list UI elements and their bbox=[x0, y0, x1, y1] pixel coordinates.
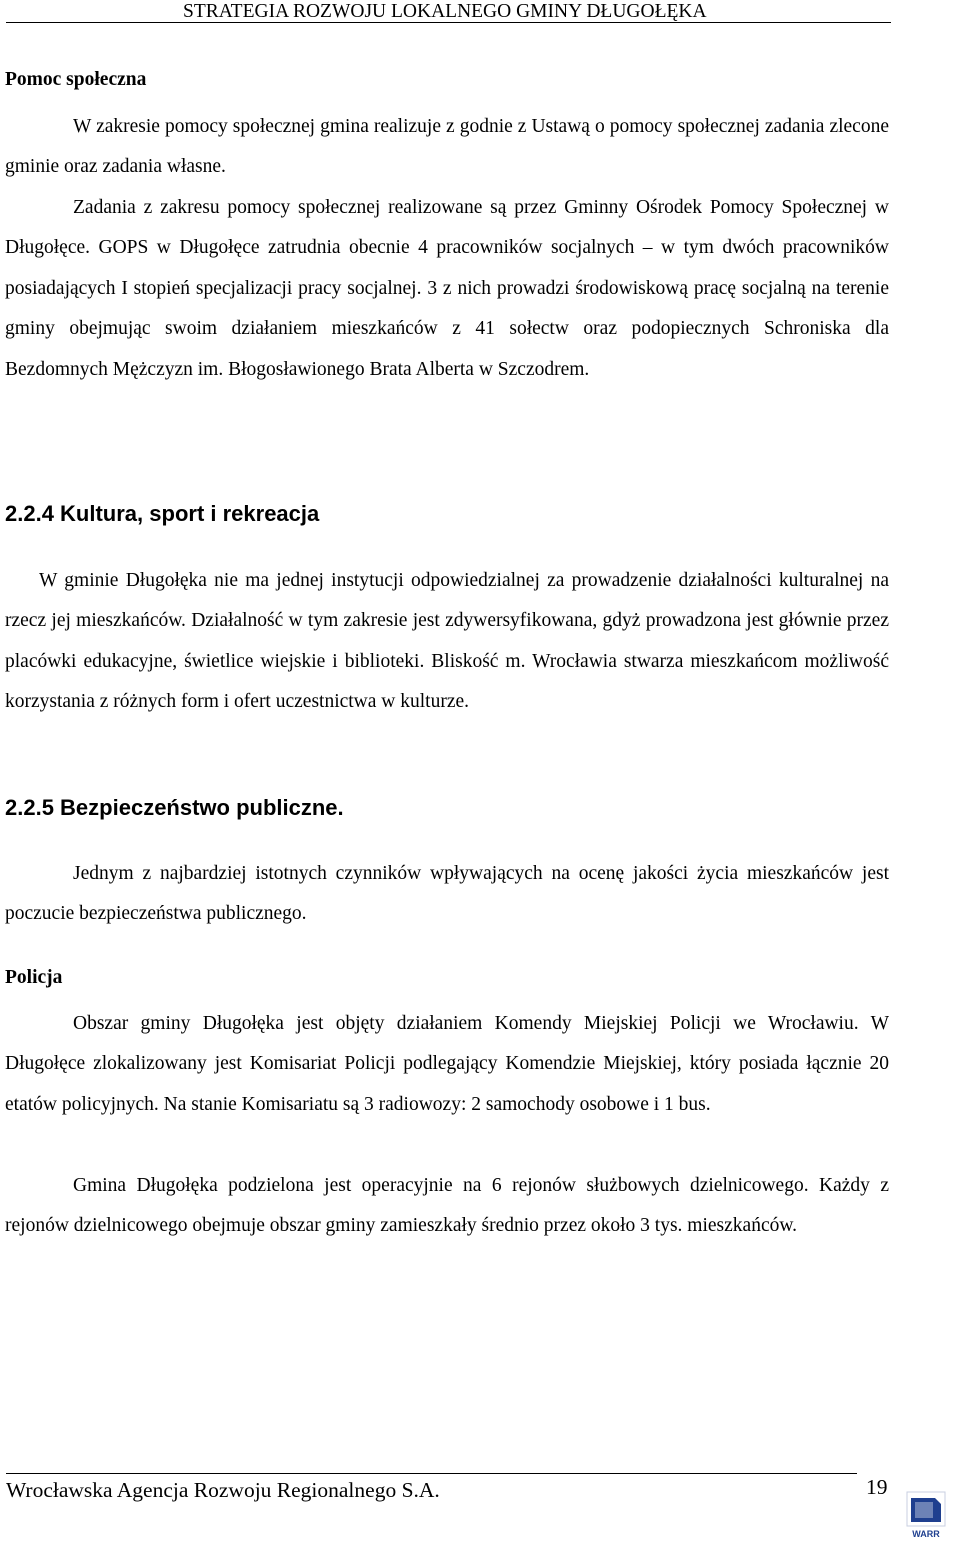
heading-bezpieczenstwo: 2.2.5 Bezpieczeństwo publiczne. bbox=[5, 795, 344, 820]
footer-divider bbox=[6, 1473, 857, 1474]
page-number: 19 bbox=[866, 1475, 888, 1499]
warr-logo bbox=[905, 1490, 947, 1542]
paragraph-policja-1: Obszar gminy Długołęka jest objęty działaniem Komendy Miejskiej Policji we Wrocławiu. W Długołęce zlokalizowany jest Komisariat Policji podlegający Komendzie Miejskiej, który posiada łącznie 20 etatów policyjnych. Na stanie Komisariatu są 3 radiowozy: 2 samochody osobowe i 1 bus. bbox=[5, 1013, 889, 1115]
footer-organization: Wrocławska Agencja Rozwoju Regionalnego S.A. bbox=[6, 1478, 440, 1502]
paragraph-pomoc-2: Zadania z zakresu pomocy społecznej realizowane są przez Gminny Ośrodek Pomocy Społecznej w Długołęce. GOPS w Długołęce zatrudnia obecnie 4 pracowników socjalnych – w tym dwóch pracowników posiadających I stopień specjalizacji pracy socjalnej. 3 z nich prowadzi środowiskową pracę socjalną na terenie gminy obejmując swoim działaniem mieszkańców z 41 sołectw oraz podopiecznych Schroniska dla Bezdomnych Mężczyzn im. Błogosławionego Brata Alberta w Szczodrem. bbox=[5, 197, 889, 380]
paragraph-policja-2: Gmina Długołęka podzielona jest operacyjnie na 6 rejonów służbowych dzielnicowego. Każdy z rejonów dzielnicowego obejmuje obszar gminy zamieszkały średnio przez około 3 tys. mieszkańców. bbox=[5, 1175, 889, 1237]
paragraph-pomoc-1: W zakresie pomocy społecznej gmina realizuje z godnie z Ustawą o pomocy społecznej zadania zlecone gminie oraz zadania własne. bbox=[5, 116, 889, 178]
paragraph-bezpieczenstwo-1: Jednym z najbardziej istotnych czynników wpływających na ocenę jakości życia mieszkańców jest poczucie bezpieczeństwa publicznego. bbox=[5, 863, 889, 925]
heading-kultura: 2.2.4 Kultura, sport i rekreacja bbox=[5, 501, 320, 526]
header-divider bbox=[6, 22, 891, 23]
paragraph-kultura-1: W gminie Długołęka nie ma jednej instytucji odpowiedzialnej za prowadzenie działalności kulturalnej na rzecz jej mieszkańców. Działalność w tym zakresie jest zdywersyfikowana, gdyż prowadzona jest głównie przez placówki edukacyjne, świetlice wiejskie i biblioteki. Bliskość m. Wrocławia stwarza mieszkańcom możliwość korzystania z różnych form i ofert uczestnictwa w kulturze. bbox=[5, 570, 889, 713]
heading-policja: Policja bbox=[5, 967, 63, 988]
logo-text: WARR bbox=[912, 1529, 940, 1539]
header-title: STRATEGIA ROZWOJU LOKALNEGO GMINY DŁUGOŁĘKA bbox=[183, 1, 707, 22]
heading-pomoc-spoleczna: Pomoc społeczna bbox=[5, 69, 147, 90]
